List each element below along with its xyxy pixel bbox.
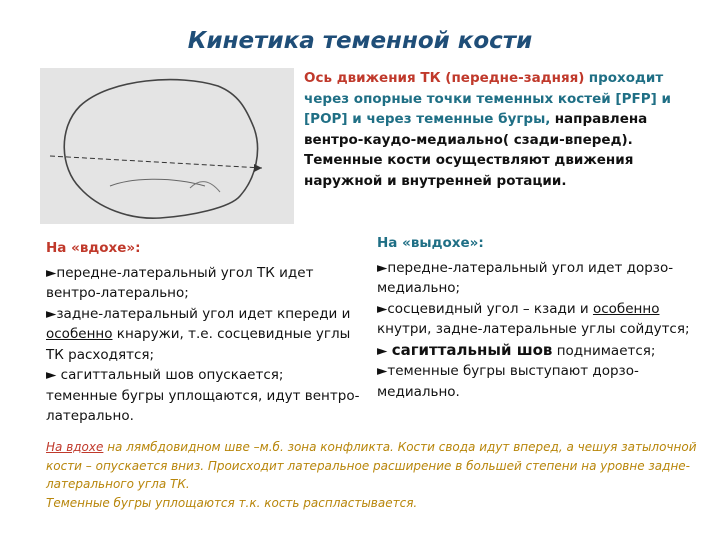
note-last-line: Теменные бугры уплощаются т.к. кость распластывается. [46,495,418,510]
exhale-bullet-3: ► сагиттальный шов поднимается; [377,340,656,359]
inhale-bullet-4: теменные бугры уплощаются, идут вентро-латерально. [46,387,360,424]
note-paragraph [46,438,706,512]
page-title: Кинетика теменной кости [187,28,533,54]
inhale-bullet-1: ►передне-латеральный угол ТК идет вентро-латерально; [46,264,314,301]
inhale-bullet-3: ► сагиттальный шов опускается; [46,367,284,383]
exhale-bullet-4: ►теменные бугры выступают дорзо-медиально. [377,363,639,400]
axis-label: Ось движения ТК (передне-задняя) [304,70,585,86]
axis-direction-text: направлена вентро-каудо-медиально( сзади-вперед). Теменные кости осуществляют движения наружной и внутренней ротации. [304,111,648,189]
inhale-section [46,238,371,427]
exhale-heading: На «выдохе»: [377,235,484,251]
skull-xray-image [40,68,294,224]
axis-points-text: проходит через опорные точки теменных костей [PFP] и [POP] и через теменные бугры, [304,70,671,127]
exhale-bullet-2: ►сосцевидный угол – кзади и особенно кнутри, задне-латеральные углы сойдутся; [377,300,690,337]
inhale-bullet-2: ►задне-латеральный угол идет кпереди и особенно кнаружи, т.е. сосцевидные углы ТК расходятся; [46,305,351,363]
skull-outline-drawing [40,68,294,224]
note-lead: На вдохе [46,440,104,454]
axis-description [304,68,704,191]
inhale-heading: На «вдохе»: [46,240,141,256]
exhale-section [377,233,697,402]
exhale-bullet-1: ►передне-латеральный угол идет дорзо-медиально; [377,259,674,296]
note-text: на лямбдовидном шве –м.б. зона конфликта. Кости свода идут вперед, а чешуя затылочной кости – опускается вниз. Происходит латеральное расширение в большей степени на уровне задне-латерального угла ТК. [46,440,697,491]
